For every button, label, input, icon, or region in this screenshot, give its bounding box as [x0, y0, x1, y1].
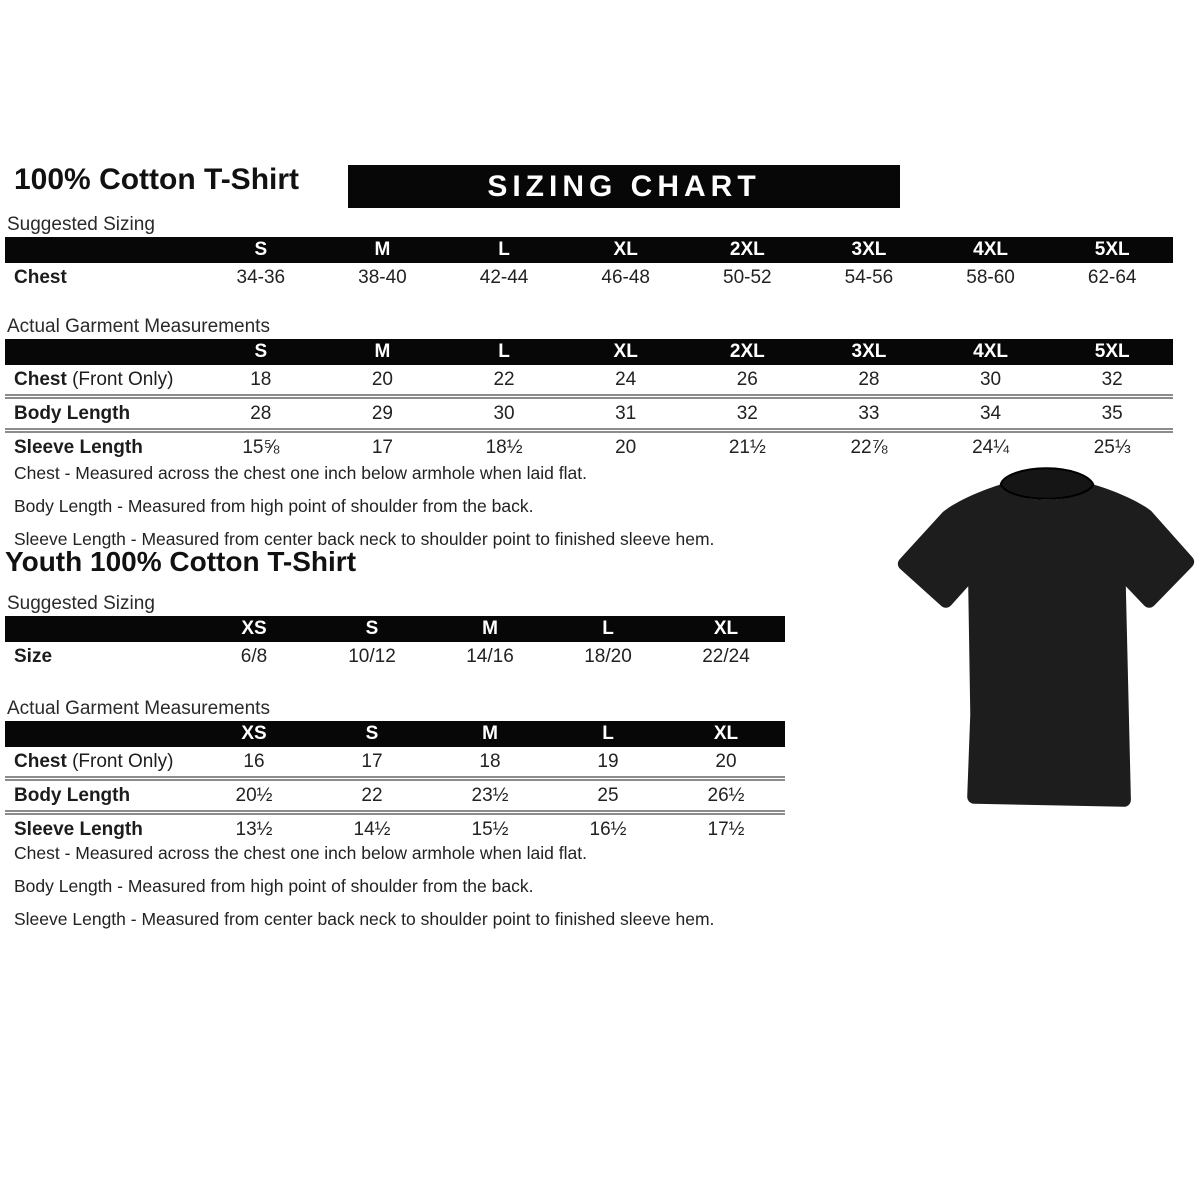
row-label	[5, 437, 200, 459]
cell: 14/16	[466, 646, 514, 667]
row-label-text: Body Length	[14, 784, 131, 806]
column-header: XL	[713, 723, 739, 744]
row-label-text: Chest	[14, 750, 67, 772]
row-label	[5, 751, 195, 773]
youth-measurement-notes	[14, 840, 714, 939]
cell: 18½	[485, 436, 523, 458]
cell: 26	[736, 368, 758, 390]
cell: 17	[361, 750, 383, 772]
row-label	[5, 403, 200, 425]
column-header: XL	[613, 341, 638, 362]
row-label-text: Chest	[14, 267, 67, 288]
column-header: 3XL	[851, 341, 887, 362]
adult-suggested-sizing-label: Suggested Sizing	[7, 214, 155, 235]
adult-suggested-header-row	[5, 237, 1173, 263]
header-row	[14, 163, 1200, 211]
cell: 22/24	[702, 646, 750, 667]
row-label-text: Sleeve Length	[14, 818, 143, 840]
note-sleeve-length: Sleeve Length - Measured from center back neck to shoulder point to finished sleeve hem.	[14, 909, 715, 929]
column-header: M	[374, 341, 391, 362]
column-header: M	[482, 618, 498, 639]
cell: 26½	[707, 784, 745, 806]
cell: 35	[1101, 402, 1123, 424]
cell: 16	[243, 750, 265, 772]
youth-measurements-table	[5, 721, 785, 844]
note-chest: Chest - Measured across the chest one inch below armhole when laid flat.	[14, 463, 587, 483]
cell: 24	[615, 368, 637, 390]
sizing-chart-banner-text: SIZING CHART	[487, 169, 761, 203]
cell: 15½	[471, 818, 509, 840]
column-header: 4XL	[973, 341, 1008, 362]
adult-body-length-row	[5, 399, 1173, 433]
cell: 18	[479, 750, 501, 772]
adult-chest-range-row	[5, 263, 1173, 293]
cell: 62-64	[1087, 267, 1137, 288]
adult-suggested-sizing-table	[5, 237, 1173, 293]
cell: 17½	[707, 818, 745, 840]
column-header: 2XL	[729, 341, 765, 362]
row-label-text: Sleeve Length	[14, 436, 143, 458]
cell: 18/20	[584, 646, 632, 667]
cell: 46-48	[601, 267, 650, 288]
row-label	[5, 785, 195, 807]
column-header: 5XL	[1094, 341, 1130, 362]
adult-measurements-table	[5, 339, 1173, 462]
cell: 20	[371, 368, 393, 390]
cell: 16½	[589, 818, 627, 840]
youth-title: Youth 100% Cotton T-Shirt	[5, 546, 357, 577]
cell: 25⅓	[1093, 436, 1131, 458]
cell: 22	[361, 784, 383, 806]
cell: 31	[615, 402, 637, 424]
cell: 28	[858, 368, 880, 390]
cell: 25	[597, 784, 619, 806]
column-header: S	[365, 618, 379, 639]
cell: 14½	[353, 818, 391, 840]
column-header: XL	[713, 618, 739, 639]
column-header: XS	[241, 618, 267, 639]
column-header: XS	[241, 723, 267, 744]
cell: 34	[979, 402, 1002, 424]
youth-suggested-header-row	[5, 616, 785, 642]
column-header: S	[254, 341, 268, 362]
column-header: L	[602, 723, 614, 744]
note-body-length: Body Length - Measured from high point of shoulder from the back.	[14, 876, 534, 896]
cell: 22⅞	[850, 436, 888, 458]
note-sleeve-length: Sleeve Length - Measured from center back neck to shoulder point to finished sleeve hem.	[14, 529, 715, 549]
column-header: 4XL	[973, 239, 1008, 260]
cell: 18	[250, 368, 272, 390]
cell: 6/8	[240, 646, 268, 667]
column-header: S	[254, 239, 268, 260]
note-body-length: Body Length - Measured from high point of shoulder from the back.	[14, 496, 534, 516]
row-label	[5, 646, 195, 668]
cell: 23½	[471, 784, 509, 806]
cell: 22	[493, 368, 515, 390]
cell: 33	[858, 402, 880, 424]
column-header: L	[498, 341, 510, 362]
row-label-suffix: (Front Only)	[66, 368, 174, 390]
cell: 19	[597, 750, 619, 772]
column-header: 3XL	[851, 239, 887, 260]
adult-measurement-notes	[14, 460, 714, 559]
cell: 30	[493, 402, 515, 424]
cell: 20	[615, 436, 637, 458]
youth-measurements-label: Actual Garment Measurements	[7, 698, 270, 719]
black-tshirt-image	[893, 460, 1198, 811]
row-label-text: Chest	[14, 368, 67, 390]
row-label-text: Body Length	[14, 402, 131, 424]
cell: 29	[371, 402, 393, 424]
cell: 58-60	[966, 267, 1015, 288]
cell: 38-40	[358, 267, 407, 288]
column-header: S	[365, 723, 379, 744]
cell: 17	[371, 436, 393, 458]
youth-chest-row	[5, 747, 785, 781]
row-label	[5, 819, 195, 841]
cell: 54-56	[844, 267, 894, 288]
cell: 30	[979, 368, 1002, 390]
youth-size-row	[5, 642, 785, 672]
column-header: L	[602, 618, 614, 639]
row-label-suffix: (Front Only)	[66, 750, 174, 772]
youth-measurements-header-row	[5, 721, 785, 747]
cell: 15⅝	[242, 436, 280, 458]
adult-measurements-header-row	[5, 339, 1173, 365]
row-label	[5, 267, 200, 289]
youth-suggested-sizing-label: Suggested Sizing	[7, 593, 155, 614]
tshirt-body-shape	[898, 485, 1194, 807]
cell: 42-44	[479, 267, 529, 288]
column-header: M	[374, 239, 391, 260]
column-header: L	[498, 239, 510, 260]
cell: 50-52	[723, 267, 772, 288]
cell: 34-36	[236, 267, 286, 288]
column-header: M	[482, 723, 498, 744]
cell: 20	[715, 750, 737, 772]
note-chest: Chest - Measured across the chest one inch below armhole when laid flat.	[14, 843, 587, 863]
column-header: 2XL	[729, 239, 765, 260]
sizing-chart-banner	[348, 165, 900, 208]
adult-chest-row	[5, 365, 1173, 399]
youth-body-length-row	[5, 781, 785, 815]
cell: 20½	[235, 784, 273, 806]
cell: 32	[1101, 368, 1123, 390]
cell: 24¼	[972, 436, 1010, 458]
row-label	[5, 369, 200, 391]
adult-sleeve-length-row	[5, 433, 1173, 462]
cell: 10/12	[348, 646, 396, 667]
cell: 21½	[728, 436, 766, 458]
cell: 28	[250, 402, 272, 424]
cell: 32	[736, 402, 758, 424]
adult-measurements-label: Actual Garment Measurements	[7, 316, 270, 337]
tshirt-collar-shape	[1001, 468, 1094, 499]
column-header: 5XL	[1094, 239, 1130, 260]
youth-suggested-sizing-table	[5, 616, 785, 672]
page-title: 100% Cotton T-Shirt	[14, 163, 300, 196]
row-label-text: Size	[14, 646, 53, 667]
cell: 13½	[235, 818, 273, 840]
column-header: XL	[613, 239, 638, 260]
